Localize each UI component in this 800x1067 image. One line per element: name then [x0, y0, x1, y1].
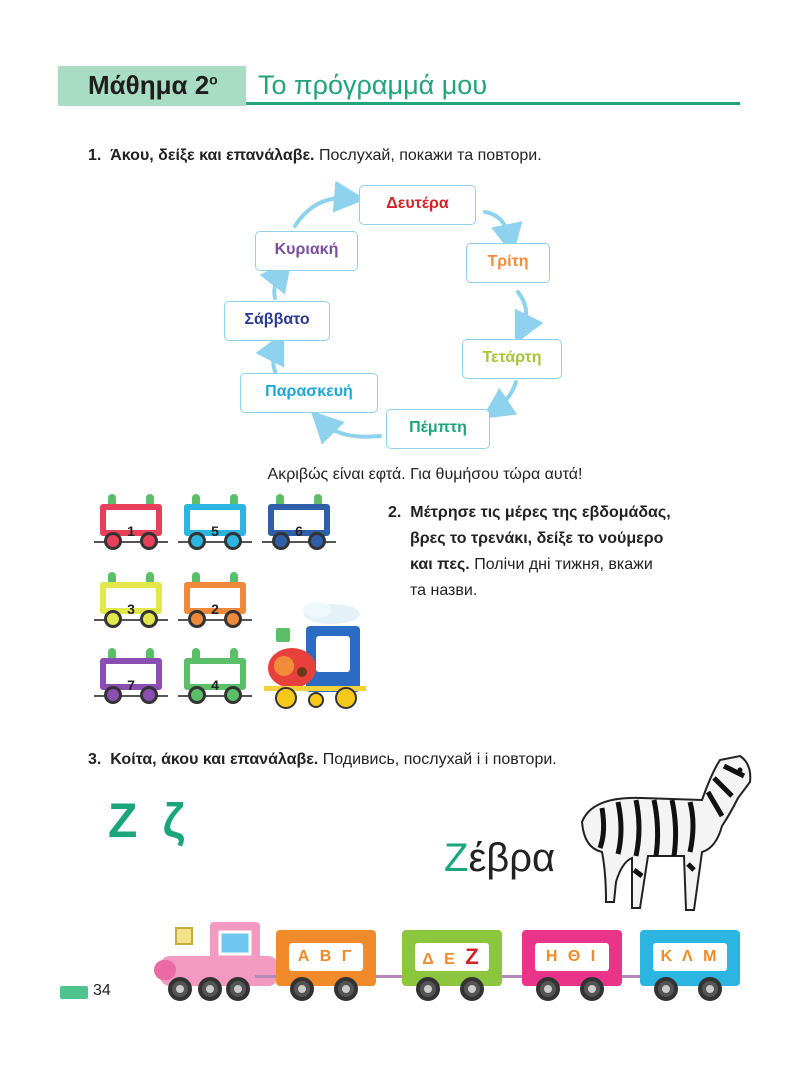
wagon-number: 2: [211, 601, 219, 617]
letter-wagon[interactable]: [276, 930, 376, 986]
wagon-top: [192, 572, 200, 582]
wagon-letters: Δ Ε: [422, 951, 466, 968]
wagon-wheel: [140, 532, 158, 550]
wagon-top: [192, 648, 200, 658]
day-label: Τρίτη: [487, 253, 529, 270]
train-wheel: [226, 977, 250, 1001]
train-wheel: [334, 977, 358, 1001]
train-wheel: [460, 977, 484, 1001]
day-label: Τετάρτη: [482, 349, 542, 366]
wagon-top: [146, 494, 154, 504]
lesson-number: Μάθημα $2^o$: [88, 70, 218, 100]
letter-wagon[interactable]: [402, 930, 502, 986]
wagon-top: [108, 494, 116, 504]
wagon-wheel: [104, 610, 122, 628]
wagon-top: [230, 648, 238, 658]
wagon-top: [108, 572, 116, 582]
wagon-number: 4: [211, 677, 219, 693]
day-thursday[interactable]: [386, 409, 490, 449]
train-wheel: [654, 977, 678, 1001]
train-wheel: [698, 977, 722, 1001]
letter-plate: [289, 943, 363, 971]
page-number: 34: [93, 982, 111, 999]
day-label: Δευτέρα: [386, 195, 449, 212]
wagon-wheel: [104, 532, 122, 550]
day-label: Κυριακή: [274, 241, 339, 258]
lesson-title: Το πρόγραμμά μου: [258, 70, 488, 100]
day-saturday[interactable]: [224, 301, 330, 341]
number-wagon[interactable]: [94, 494, 168, 552]
day-friday[interactable]: [240, 373, 378, 413]
locomotive-illustration: [262, 600, 370, 712]
train-wheel: [168, 977, 192, 1001]
wagon-number: 6: [295, 523, 303, 539]
wagon-wheel: [188, 686, 206, 704]
train-wheel: [536, 977, 560, 1001]
wagon-body: [100, 658, 162, 693]
train-wheel: [416, 977, 440, 1001]
day-wednesday[interactable]: [462, 339, 562, 379]
day-tuesday[interactable]: [466, 243, 550, 283]
day-label: Σάββατο: [244, 311, 310, 328]
task-1-instruction: 1. Άκου, δείξε και επανάλαβε. Послухай, покажи та повтори.: [88, 147, 542, 164]
wagon-wheel: [140, 610, 158, 628]
wagon-body: [100, 582, 162, 617]
wagon-letters: Η Θ Ι: [545, 948, 599, 965]
wagon-wheel: [188, 532, 206, 550]
rhyme-text: Ακριβώς είναι εφτά. Για θυμήσου τώρα αυτά!: [267, 466, 583, 483]
number-wagon[interactable]: [94, 648, 168, 706]
letter-plate: [653, 943, 727, 971]
wagon-top: [314, 494, 322, 504]
week-cycle-arrows: [0, 0, 800, 470]
wagon-top: [230, 572, 238, 582]
zebra-illustration: [562, 752, 758, 916]
wagon-top: [146, 572, 154, 582]
number-wagon[interactable]: [94, 572, 168, 630]
wagon-body: [184, 582, 246, 617]
wagon-body: [100, 504, 162, 539]
letter-plate: [535, 943, 609, 971]
number-wagon[interactable]: [178, 648, 252, 706]
wagon-wheel: [272, 532, 290, 550]
number-wagon[interactable]: [178, 494, 252, 552]
day-sunday[interactable]: [255, 231, 358, 271]
wagon-top: [146, 648, 154, 658]
wagon-number: 3: [127, 601, 135, 617]
train-wheel: [290, 977, 314, 1001]
letter-wagon[interactable]: [640, 930, 740, 986]
wagon-body: [184, 504, 246, 539]
wagon-body: [268, 504, 330, 539]
number-wagon[interactable]: [178, 572, 252, 630]
wagon-top: [276, 494, 284, 504]
letter-wagon[interactable]: [522, 930, 622, 986]
number-wagon[interactable]: [262, 494, 336, 552]
highlight-letter: Ζ: [465, 944, 482, 969]
page-number-marker: [60, 986, 88, 999]
wagon-wheel: [224, 686, 242, 704]
wagon-wheel: [308, 532, 326, 550]
wagon-top: [108, 648, 116, 658]
wagon-top: [230, 494, 238, 504]
wagon-letters: Α Β Γ: [297, 948, 355, 965]
zebra-word: Ζέβρα: [444, 836, 556, 880]
wagon-number: 5: [211, 523, 219, 539]
task-3-instruction: 3. Κοίτα, άκου και επανάλαβε. Подивись, послухай і і повтори.: [88, 751, 557, 768]
wagon-wheel: [224, 532, 242, 550]
day-monday[interactable]: [359, 185, 476, 225]
letter-pair: Ζ ζ: [108, 795, 191, 848]
wagon-wheel: [140, 686, 158, 704]
day-label: Πέμπτη: [409, 419, 467, 436]
wagon-top: [192, 494, 200, 504]
wagon-number: 7: [127, 677, 135, 693]
day-label: Παρασκευή: [265, 383, 353, 400]
train-wheel: [198, 977, 222, 1001]
letter-plate: [415, 943, 489, 971]
wagon-wheel: [104, 686, 122, 704]
task-2-instruction: 2. Μέτρησε τις μέρες της εβδομάδας, βρες το τρενάκι, δείξε το νούμερο και πες. Полічи дні тижня, вкажи та назви.: [388, 504, 671, 599]
wagon-letters: Κ Λ Μ: [660, 948, 720, 965]
wagon-wheel: [224, 610, 242, 628]
wagon-number: 1: [127, 523, 135, 539]
wagon-body: [184, 658, 246, 693]
wagon-wheel: [188, 610, 206, 628]
train-wheel: [580, 977, 604, 1001]
